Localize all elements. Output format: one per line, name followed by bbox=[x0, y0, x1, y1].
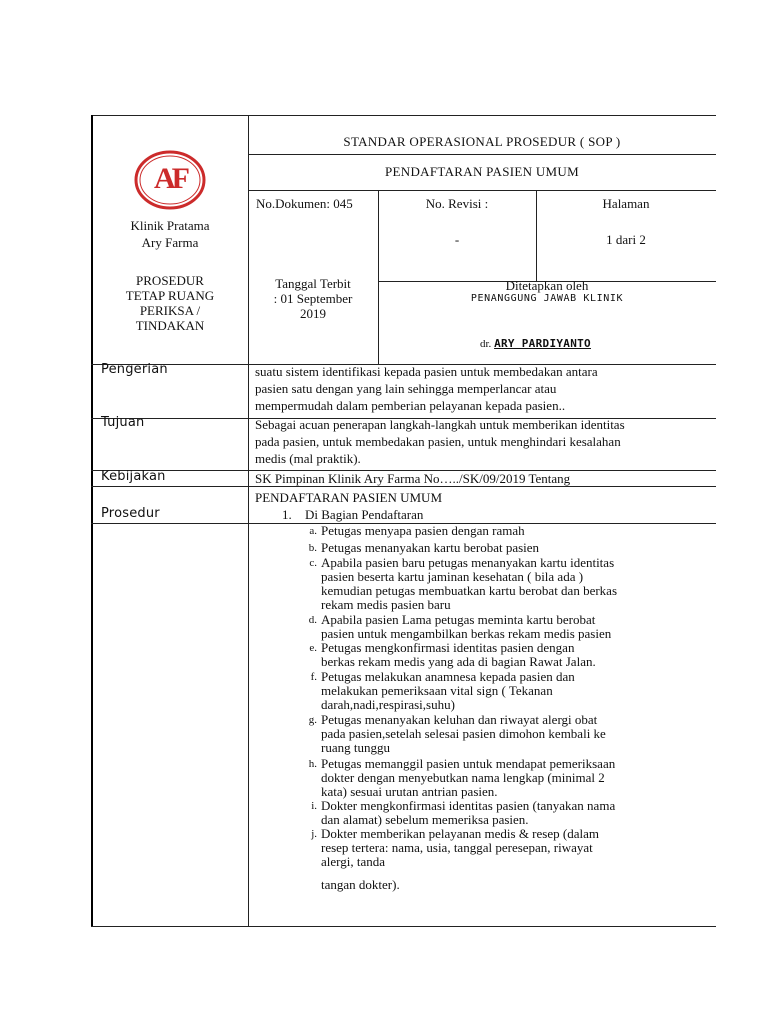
procedure-step bbox=[309, 523, 713, 538]
page-value: 1 dari 2 bbox=[606, 232, 646, 247]
issue-date-line1: : 01 September bbox=[273, 291, 353, 306]
issue-date-label: Tanggal Terbit bbox=[275, 276, 351, 291]
table-border-left bbox=[91, 115, 93, 927]
table-border-bottom bbox=[91, 926, 716, 927]
step-marker: h. bbox=[308, 758, 317, 770]
approved-signatory bbox=[480, 337, 591, 350]
procedure-step bbox=[309, 640, 713, 669]
step-line: darah,nadi,respirasi,suhu) bbox=[321, 697, 455, 712]
step-line: melakukan pemeriksaan vital sign ( Tekanan bbox=[321, 683, 553, 698]
issue-date-line2: 2019 bbox=[300, 306, 326, 321]
tujuan-text bbox=[255, 416, 710, 467]
procedure-step bbox=[309, 555, 713, 612]
step-line: pasien beserta kartu jaminan kesehatan ( bila ada ) bbox=[321, 569, 584, 584]
table-divider-main bbox=[248, 115, 249, 927]
step-line: kemudian petugas membuatkan kartu berobat dan berkas bbox=[321, 583, 618, 598]
revision-value: - bbox=[454, 232, 460, 247]
step-marker: d. bbox=[308, 614, 317, 626]
step-line: alergi, tanda bbox=[321, 854, 386, 869]
step-marker: a. bbox=[309, 525, 317, 537]
step-line: kata) sesuai urutan antrian pasien. bbox=[321, 784, 498, 799]
step-line: Petugas memanggil pasien untuk mendapat pemeriksaan bbox=[321, 756, 616, 771]
step-line: ruang tunggu bbox=[321, 740, 390, 755]
step-line: Apabila pasien Lama petugas meminta kartu berobat bbox=[321, 612, 596, 627]
step-line: dan alamat) sebelum memeriksa pasien. bbox=[321, 812, 529, 827]
prosedur-label: Prosedur bbox=[101, 506, 160, 521]
step-line: Petugas mengkonfirmasi identitas pasien dengan bbox=[321, 640, 575, 655]
step-marker: g. bbox=[308, 714, 317, 726]
prosedur-subsection-number: 1. bbox=[282, 507, 292, 522]
step-line: Petugas melakukan anamnesa kepada pasien dan bbox=[321, 669, 575, 684]
step-line: pasien untuk mengambilkan berkas rekam medis pasien bbox=[321, 626, 612, 641]
document-number: No.Dokumen: 045 bbox=[256, 196, 353, 211]
step-line: resep tertera: nama, usia, tanggal peresepan, riwayat bbox=[321, 840, 593, 855]
procedure-step bbox=[308, 756, 713, 799]
procedure-step bbox=[308, 612, 713, 641]
clinic-logo-text: AF bbox=[154, 162, 186, 195]
procedure-step bbox=[308, 712, 713, 755]
prosedur-heading: PENDAFTARAN PASIEN UMUM bbox=[255, 490, 443, 505]
step-line: berkas rekam medis yang ada di bagian Rawat Jalan. bbox=[321, 654, 596, 669]
pengertian-text bbox=[255, 363, 710, 414]
step-line: Dokter memberikan pelayanan medis & resep (dalam bbox=[321, 826, 599, 841]
prosedur-subsection-title: Di Bagian Pendaftaran bbox=[305, 507, 424, 522]
step-marker: c. bbox=[309, 557, 317, 569]
header-col-divider-1 bbox=[378, 190, 379, 364]
pengertian-line-3: mempermudah dalam pemberian pelayanan kepada pasien.. bbox=[255, 398, 566, 413]
step-line: Apabila pasien baru petugas menanyakan kartu identitas bbox=[321, 555, 615, 570]
pengertian-label: Pengerian bbox=[101, 362, 168, 377]
clinic-name-line1: Klinik Pratama bbox=[130, 218, 210, 233]
procedure-type-line-3: PERIKSA / bbox=[139, 303, 201, 318]
step-line: Petugas menanyakan kartu berobat pasien bbox=[321, 540, 540, 555]
approved-by-label: Ditetapkan oleh bbox=[505, 278, 589, 293]
procedure-step bbox=[311, 798, 713, 827]
step-j-continuation: tangan dokter). bbox=[321, 877, 400, 892]
procedure-type-line-4: TINDAKAN bbox=[135, 318, 205, 333]
kebijakan-text: SK Pimpinan Klinik Ary Farma No…../SK/09/2019 Tentang bbox=[255, 471, 571, 486]
procedure-type bbox=[100, 273, 240, 333]
revision-label: No. Revisi : bbox=[425, 196, 489, 211]
sop-title: STANDAR OPERASIONAL PROSEDUR ( SOP ) bbox=[343, 134, 621, 149]
tujuan-line-1: Sebagai acuan penerapan langkah-langkah untuk memberikan identitas bbox=[255, 417, 625, 432]
procedure-type-line-1: PROSEDUR bbox=[136, 273, 204, 288]
prosedur-subsection bbox=[282, 506, 423, 523]
approved-role: PENANGGUNG JAWAB KLINIK bbox=[470, 293, 624, 304]
clinic-logo bbox=[134, 150, 206, 210]
step-marker: j. bbox=[311, 828, 317, 840]
step-line: Dokter mengkonfirmasi identitas pasien (tanyakan nama bbox=[321, 798, 616, 813]
tujuan-line-2: pada pasien, untuk membedakan pasien, untuk menghindari kesalahan bbox=[255, 434, 621, 449]
table-border-top bbox=[91, 115, 716, 116]
step-line: dokter dengan menyebutkan nama lengkap (minimal 2 bbox=[321, 770, 605, 785]
step-line: Petugas menanyakan keluhan dan riwayat alergi obat bbox=[321, 712, 598, 727]
procedure-step bbox=[311, 826, 713, 869]
step-line: rekam medis pasien baru bbox=[321, 597, 451, 612]
tujuan-label: Tujuan bbox=[101, 415, 145, 430]
pengertian-line-1: suatu sistem identifikasi kepada pasien untuk membedakan antara bbox=[255, 364, 598, 379]
procedure-step bbox=[310, 669, 713, 712]
kebijakan-label: Kebijakan bbox=[101, 469, 166, 484]
step-line: pada pasien,setelah selesai pasien dimohon kembali ke bbox=[321, 726, 606, 741]
step-line: Petugas menyapa pasien dengan ramah bbox=[321, 523, 525, 538]
header-divider-2 bbox=[248, 190, 716, 191]
page-label: Halaman bbox=[602, 196, 650, 211]
step-marker: e. bbox=[309, 642, 317, 654]
issue-date bbox=[250, 276, 376, 321]
step-marker: i. bbox=[311, 800, 317, 812]
pengertian-line-2: pasien satu dengan yang lain sehingga memperlancar atau bbox=[255, 381, 557, 396]
procedure-type-line-2: TETAP RUANG bbox=[125, 288, 215, 303]
header-divider-1 bbox=[248, 154, 716, 155]
tujuan-line-3: medis (mal praktik). bbox=[255, 451, 361, 466]
step-marker: b. bbox=[308, 542, 317, 554]
sop-subtitle: PENDAFTARAN PASIEN UMUM bbox=[385, 164, 579, 179]
procedure-step bbox=[308, 540, 713, 555]
approved-prefix: dr. bbox=[480, 338, 492, 350]
approved-name: ARY PARDIYANTO bbox=[494, 337, 591, 350]
clinic-name-line2: Ary Farma bbox=[141, 235, 199, 250]
step-marker: f. bbox=[310, 671, 317, 683]
